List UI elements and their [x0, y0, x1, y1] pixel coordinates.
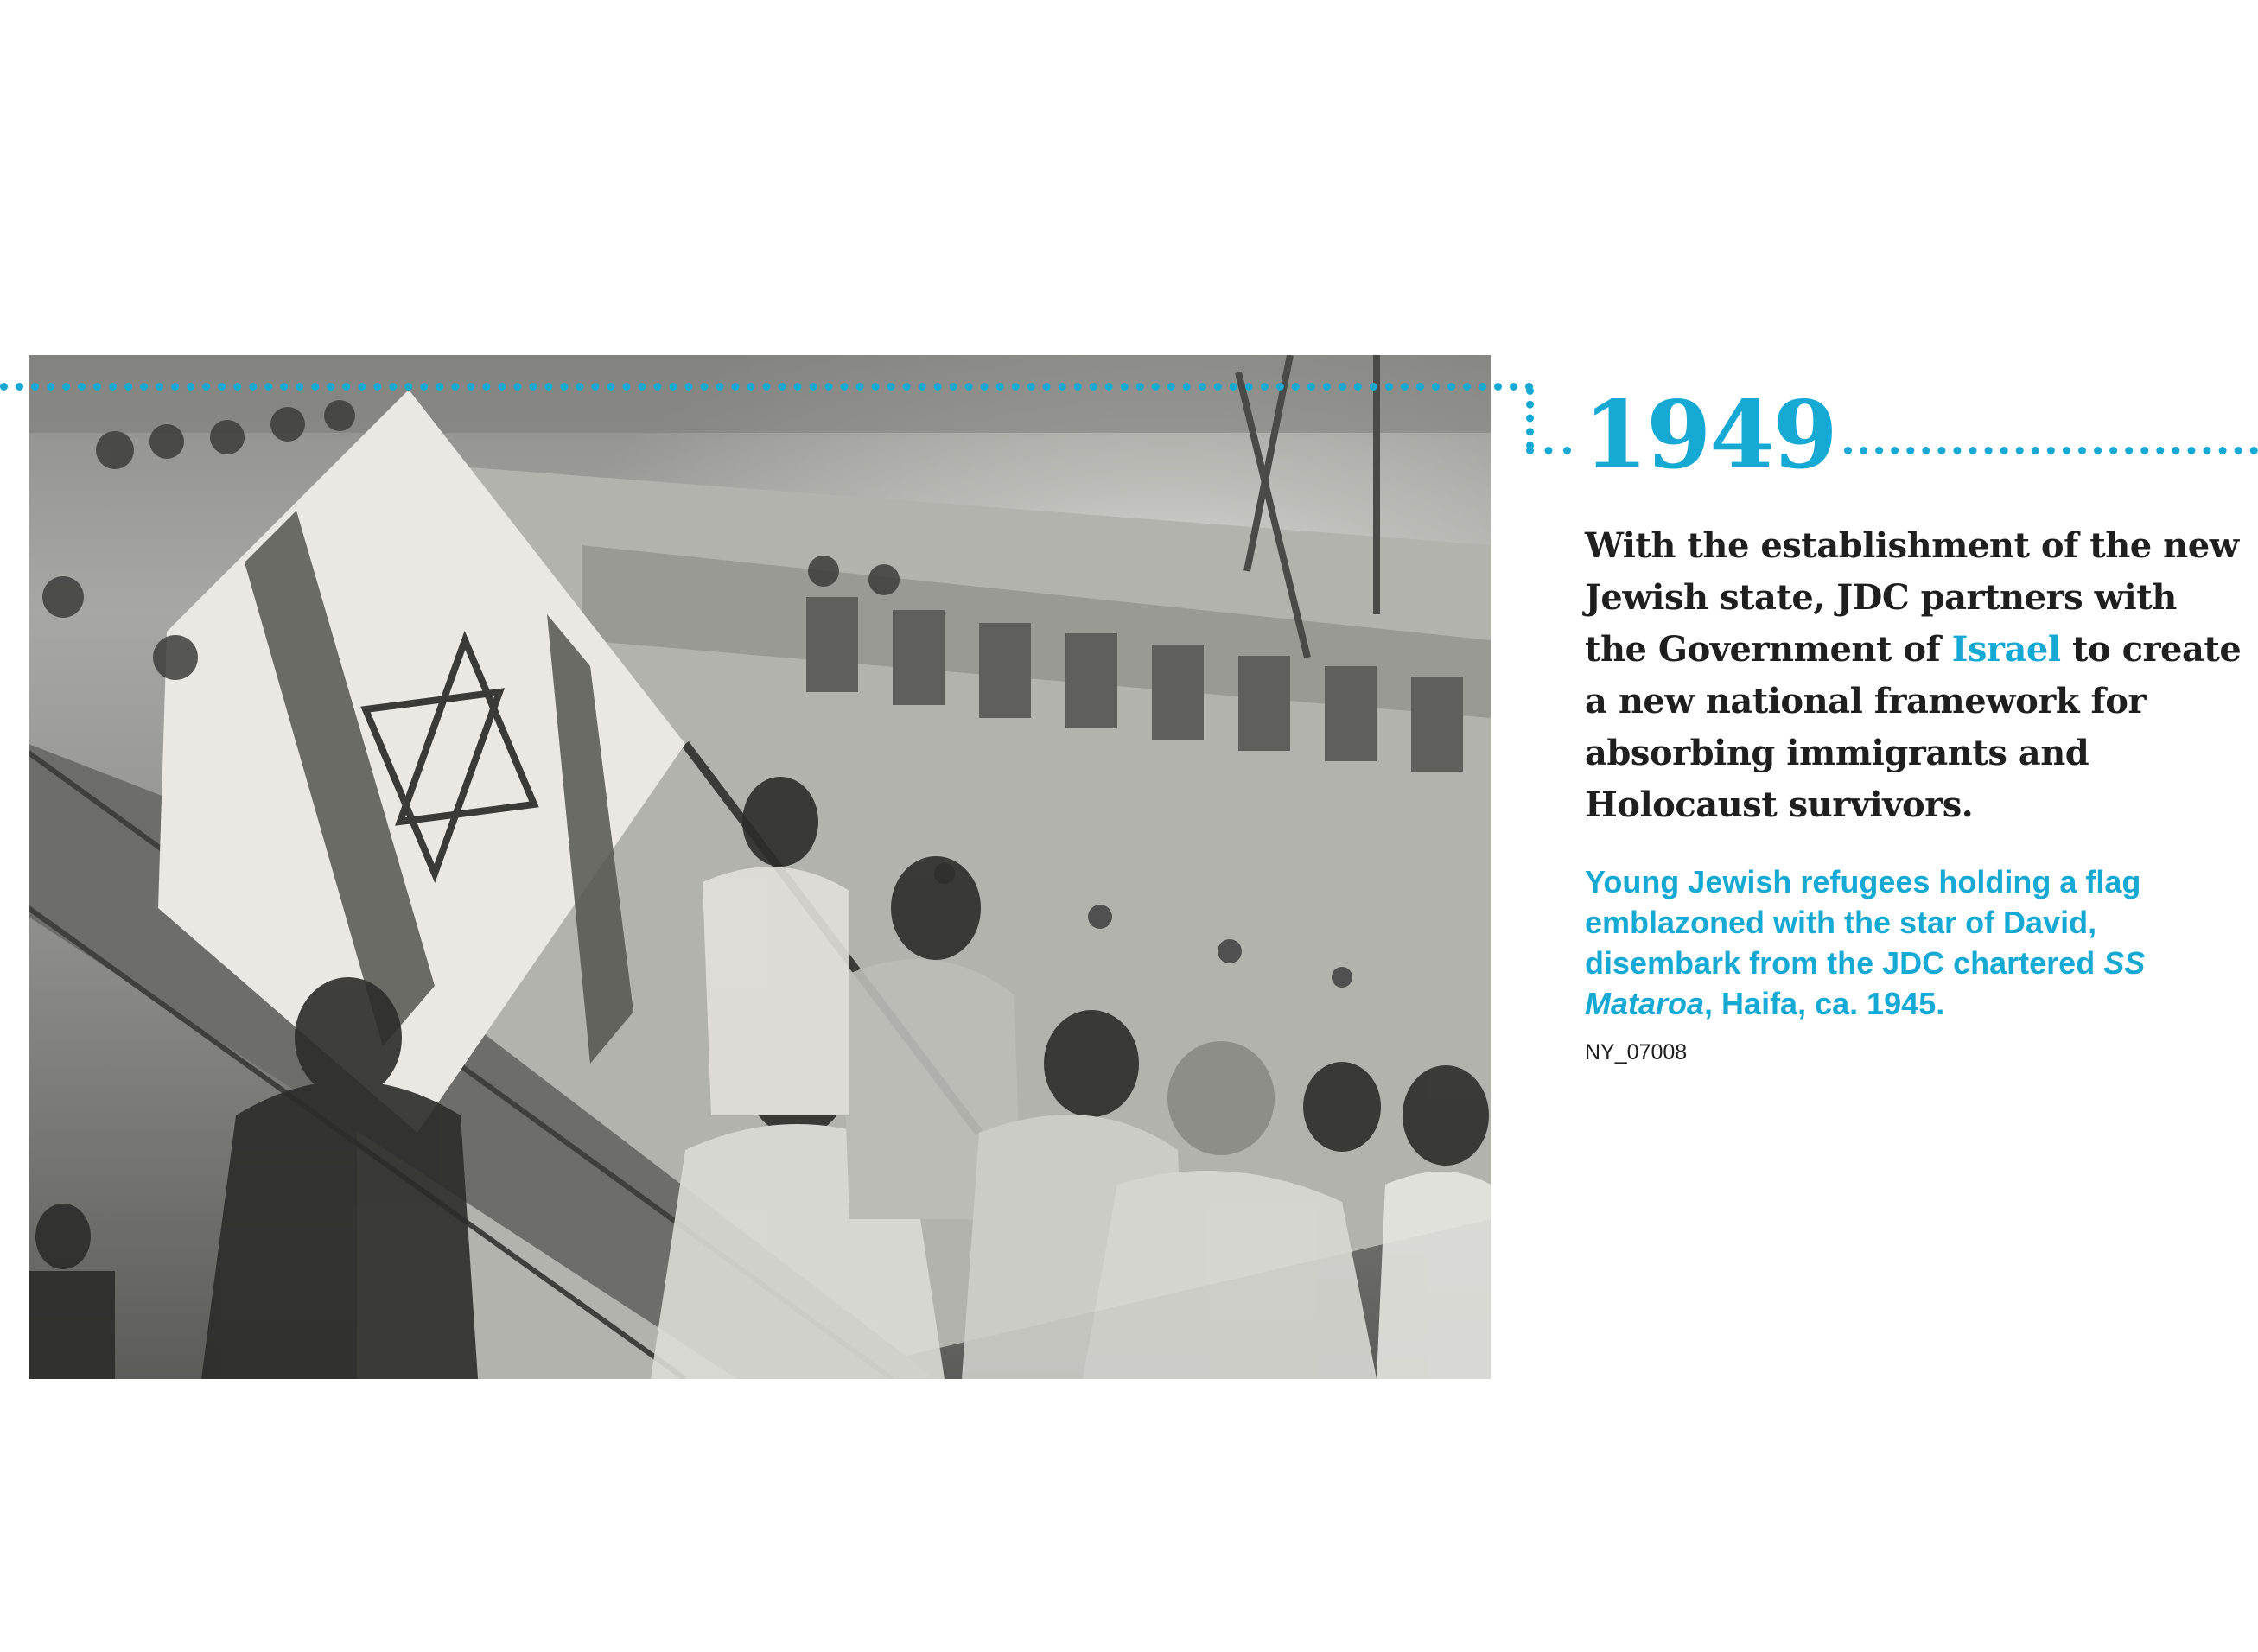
- headline-highlight: Israel: [1951, 629, 2061, 670]
- photo-illustration: [29, 355, 1491, 1379]
- caption-after: , Haifa, ca. 1945.: [1704, 986, 1945, 1021]
- photo-caption: [1585, 861, 2242, 1024]
- timeline-year: 1949: [1583, 381, 1836, 490]
- headline-after: to create a new national framework for absorbing immigrants and Holocaust survivors.: [1585, 629, 2242, 825]
- caption-before: Young Jewish refugees holding a flag emblazoned with the star of David, disembark from the JDC chartered: [1585, 864, 2141, 981]
- headline-before: With the establishment of the new Jewish state, JDC partners with the Government of: [1585, 525, 2239, 670]
- timeline-dots-vertical: [1526, 387, 1534, 449]
- upper-deck: [29, 355, 1491, 433]
- timeline-dots-right: [1844, 447, 2258, 454]
- historical-photo: [29, 355, 1491, 1379]
- timeline-dots-connector: [1526, 447, 1571, 454]
- headline-text: [1585, 520, 2242, 831]
- timeline-dots-top: [0, 383, 1534, 391]
- photo-id: NY_07008: [1585, 1040, 1688, 1064]
- caption-ship-name: SS Mataroa: [1585, 945, 2146, 1021]
